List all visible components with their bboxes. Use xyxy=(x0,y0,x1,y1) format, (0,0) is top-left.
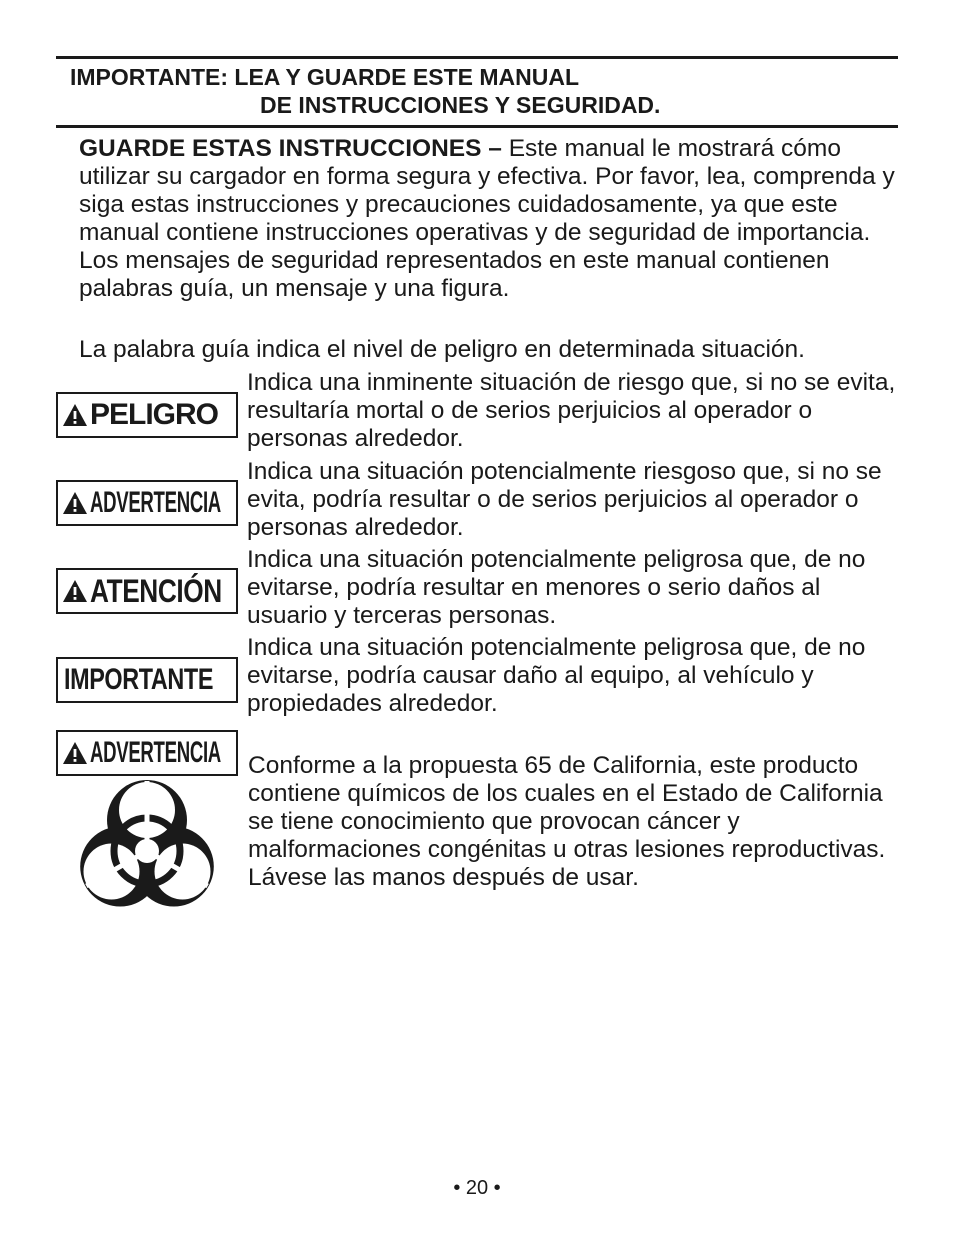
header-line-2: DE INSTRUCCIONES Y SEGURIDAD. xyxy=(260,92,661,118)
header-top-rule xyxy=(56,56,898,59)
guide-sentence: La palabra guía indica el nivel de peligro en determinada situación. xyxy=(79,336,805,363)
warning-triangle-icon xyxy=(62,741,88,765)
biohazard-icon xyxy=(72,778,222,924)
warning-triangle-icon xyxy=(62,403,88,427)
signal-badge-atencion xyxy=(56,568,238,614)
signal-badge-label: PELIGRO xyxy=(90,398,219,431)
signal-badge-label: ATENCIÓN xyxy=(90,572,222,609)
signal-description-atencion: Indica una situación potencialmente peligrosa que, de no evitarse, podría resultar en menores o serio daños al usuario y terceras personas. xyxy=(247,546,866,629)
warning-triangle-icon xyxy=(62,579,88,603)
warning-triangle-icon xyxy=(62,491,88,515)
signal-description-advertencia: Indica una situación potencialmente riesgoso que, si no se evita, podría resultar o de serios perjuicios al operador o personas alrededor. xyxy=(247,458,882,541)
page-number: • 20 • xyxy=(453,1177,501,1199)
signal-badge-label: ADVERTENCIA xyxy=(90,486,221,519)
header-bottom-rule xyxy=(56,125,898,128)
signal-badge-prop65-advertencia xyxy=(56,730,238,776)
signal-description-importante: Indica una situación potencialmente peligrosa que, de no evitarse, podría causar daño al equipo, al vehículo y propiedades alrededor. xyxy=(247,634,866,717)
signal-badge-peligro xyxy=(56,392,238,438)
prop65-warning-text: Conforme a la propuesta 65 de California, este producto contiene químicos de los cuales en el Estado de California se tiene conocimiento que provocan cáncer y malformaciones congénitas u otras lesiones reproductivas. Lávese las manos después de usar. xyxy=(248,752,886,891)
signal-badge-advertencia xyxy=(56,480,238,526)
page-header xyxy=(70,63,660,119)
intro-lead: GUARDE ESTAS INSTRUCCIONES – xyxy=(79,135,502,162)
signal-badge-importante xyxy=(56,657,238,703)
signal-badge-label: ADVERTENCIA xyxy=(90,736,221,769)
header-line-1: IMPORTANTE: LEA Y GUARDE ESTE MANUAL xyxy=(70,64,579,90)
signal-badge-label: IMPORTANTE xyxy=(64,663,214,696)
intro-paragraph xyxy=(79,135,899,303)
signal-description-peligro: Indica una inminente situación de riesgo que, si no se evita, resultaría mortal o de serios perjuicios al operador o personas alrededor. xyxy=(247,369,896,452)
intro-body: Este manual le mostrará cómo utilizar su cargador en forma segura y efectiva. Por favor, lea, comprenda y siga estas instrucciones y precauciones cuidadosamente, ya que este manual contiene instrucciones operativas y de seguridad de importancia. Los mensajes de seguridad representados en este manual contienen palabras guía, un mensaje y una figura. xyxy=(79,135,895,302)
